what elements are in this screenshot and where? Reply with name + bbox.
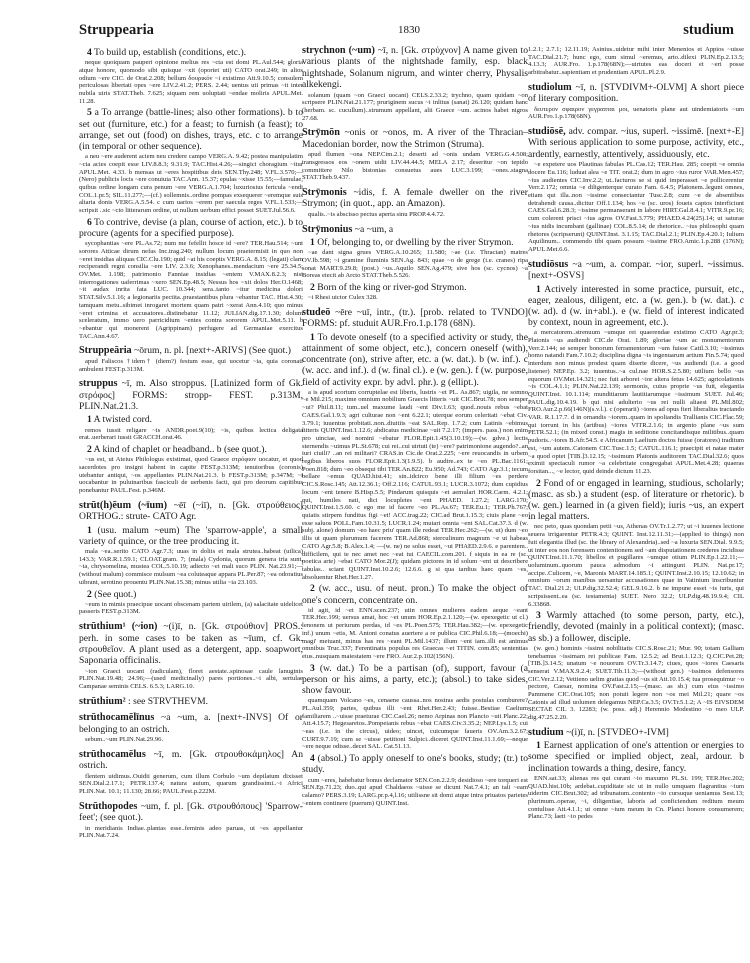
entry-definition: ~(i)ī, n. [Gk. στρούθιον] PROS.: perh. in some cases to be taken as ~īum, cf. Gk. στρουθεῖον. A plant used as a detergent, app. soapwort, Saponaria officinalis. (79, 621, 303, 667)
citation-block: δευτερον σφαιρον γεγραπται μοι, uenatoris plane aut uindemiatoris ~um AUR.Fro.1.p.178(68N). (528, 105, 744, 121)
headword: studium (528, 726, 564, 738)
dictionary-entry-head (79, 749, 303, 772)
dictionary-entry-head (302, 45, 528, 91)
headword: Strȳmonius (302, 223, 353, 235)
dictionary-entry-head (302, 127, 528, 150)
sense-definition (302, 237, 528, 248)
dictionary-entry-head (79, 378, 303, 412)
sense-number: 4 (310, 753, 315, 765)
citation-block: ~ion Graeci uocant (radiculam), floret aestate..spinosae caule lanuginis PLIN.Nat.19.48; 24.96;—(used medicinally) pares portiones..~i albi, sertulae Campanae seminis CELS. 6.5.3; LARG.10. (79, 667, 303, 691)
citation-block: a is apud scortum corruptelae est liberis, lustris ~et PL. As.867; uigila, ne somno ~e Mil.215; maxime omnium nobilium Graecis litteris ~uit CIC.Brut.78; non semper ~ui? Phil.8.11; tum..uel maxume laudi ~ent Div.1.63; quod..nouis rebus ~ebat CAES.Gal.1.9.3; agri culturae non ~ent 6.22.1; uterque eorum celeritati ~ebat Civ. 3.79.1; iuuentus probitati..non..diuitiis ~eat SAL.Rep. 1.7.2; cum Latinis ~ebimus litteris QUINT.Inst.1.12.6; abdicatus medicinae ~uit 7.2.17; (impers. pass.) non enim pro uinciae, sed nomini ~ebatur FLOR.Epit.1.45(3.10.19);—(w. gdve.) lectis sternendis ~uimus PL.St.678; cui rei..cui uirtuti (te) ~ere? patrimonione augendo?..an iuri ciuili? ..an rei militari? CRAS.in Cic.de Orat.2.225; ~ere reuocandis in urbem regibus liberos suos FLOR.Epit.1.3(1.9.5). b audire..ex te ~eo PL.Bac.1161; Poen.818; dum ~eo obsequi tibi TER.An.822; Eu.950; Ad.743; CATO Agr.3.1; tecum bellare ~emus QUAD.hist.41; sin..idcirco bene illi filium ~es perdere CIC.S.Rosc.145; Att.12.36.1; Off.2.116; CATUL.93.1; LUCR.3.1072; dum cupidius locum ~ent tenere B.Hisp.5.5; Pindarum quisquis ~et aemulari HOR.Carm. 4.2.1; qui, humiles nati, dici locupletes ~ent PHAED. 1.27.2; LARG.170; QUINT.Inst.1.5.60. c ego me id facere ~eo PL.As.67; TER.Eu.1; TER.Ph.767; quiatis stirpem funditus figi ~et! ACC.trag.22; CIC.ad Brut.1.15.3; ciuis plane ~eo esse saluos POLL.Fam.10.31.5; LUCR.1.24; mutari omnia ~ent SAL.Cat.37.3. d (w. subj. alone) domum ~eo haec priu' quam ille redeat TER.Hec.262;—(w. ut) dum ~eo illis ut quam plurumum facerem TER.Ad.868; sterculinum magnum ~e ut habeas CATO Agr.5.8; B.Alex.1.4; —(w. ne) ne solus esset, ~ui PHAED.2.9.6. e parentem.. difficilem, qui te nec amet nec ~eat tui CAECIL.com.201. f siquis in ea re (sc. poetica arte) ~ebat CATO Mor.2(J); quidam pictores in id solum ~ent ut describere tabulas.. sciant QUINT.Inst.10.2.6; 12.6.6. g si qua tardius haec quam ~es, absoluentur Rhet.Her.1.27. (302, 388, 528, 581)
dictionary-entry-head (302, 307, 528, 330)
entry-definition: ~idis, f. A female dweller on the river Strymon; (in quot., app. an Amazon). (302, 187, 528, 210)
sense-definition (79, 47, 303, 58)
citation-block: ENN.sat.33; alienas res qui curant ~io maxumo PL.St. 199; TER.Hec.202; QUAD.hist.10b; ardebat..cupiditate sic ut in nullo umquam flagrantius ~ium uiderim CIC.Brut.302; ad tribunatum..contento ~io cursuque ueniamus Sest.13; plurimum..operae, ~i, diligentiae, laboris ad conficiendum reditum meum contulisse Att.4.1.1; ut omne ~ium meum in Cn. Planci honore consumerem; Planc.73; laeti ~io pedes (528, 774, 744, 821)
headword: studiolum (528, 81, 572, 93)
dictionary-entry-head (79, 712, 303, 735)
dictionary-entry-head (302, 224, 528, 235)
citation-block: sebum..~um PLIN.Nat.29.96. (85, 736, 164, 744)
citation-block: apud flumen ~ona NEP.Cim.2.1; deserti ad ~onis undam VERG.G.4.508; transgressos eos ~onem uidit LIV.44.44.5; MELA 2.17; deseritur ~on tepido committere Nilo bistonias consuetus aues LUC.3.199; ~ones..stagna STAT.Theb.9.437. (302, 151, 528, 182)
running-head (79, 22, 734, 42)
sense-definition (79, 107, 303, 152)
citation-block: neque quoiquam pauperi opinione melius res ~cta est domi PL.Aul.544; gloria atque honore, quomodo sibi quisque ~xit (oportet uti) CATO orat.249; in alios odium ~ere CIC. de Orat.2.208; bellum δουρικόν ~i existimo Att.9.10.5; consulem periculosas libertati opes ~ere LIV.2.41.2; PERS. 2.44; uentus uti primas ~it inter nubila uiris STAT.Theb. 7.625; siquam rem uoluptati ~endae moliris APUL.Met. 11.28. (79, 59, 303, 105)
headword: Struppeāria (79, 345, 132, 357)
sense-definition (528, 610, 744, 644)
entry-definition: ~ōrum, n. pl. [next+-ARIVS] (See quot.) (134, 345, 291, 357)
sense-number: 6 (87, 216, 92, 228)
sense-number: 3 (536, 610, 541, 622)
sense-number: 1 (310, 236, 315, 248)
sense-text: Actively interested in some practice, pursuit, etc., eager, zealous, diligent, etc. a (w. gen.). b (w. dat.). c (w. ad). d (w. in+abl.). e (w. field of interest indicated by context, noun in agreement, etc.). (528, 283, 744, 329)
entry-definition: : see STRVTHEVM. (128, 695, 209, 707)
citation-block: ~eum in mimis praecipue uocant obscenam partem uirilem, (a) salacitate uidelicet passeris FEST.p.313M. (79, 600, 303, 616)
sense-text: (See quot.) (94, 588, 137, 600)
sense-number: 2 (536, 477, 541, 489)
dictionary-entry-head (528, 727, 744, 738)
headword: Strȳmonis (302, 187, 347, 199)
sense-number: 1 (87, 524, 92, 536)
sense-text: Of, belonging to, or dwelling by the river Strymon. (317, 236, 514, 248)
sense-number: 2 (310, 583, 315, 595)
sense-text: (absol.) To apply oneself to one's books, study; (tr.) to study. (302, 753, 528, 776)
sense-definition (79, 589, 303, 600)
sense-number: 2 (87, 588, 92, 600)
headword: Strūthopodes (79, 800, 138, 812)
dictionary-entry-head (79, 621, 303, 667)
headword: studiōsē, (528, 126, 566, 138)
citation-block: flentem uidimus..Ouidii generum, cum illum Corbulo ~um depilatum dixisset SEN.Dial.2.17.1; PETR.137.4; natura auium, quarum grandissimi..~i Africi PLIN.Nat. 10.1; 11.130; 28.66; PAUL.Fest.p.222M. (79, 772, 303, 795)
citation-block: (w. gen.) hominis ~issimi nobilitatis CIC.S.Rosc.21; Mur. 90; totam Galliam tenebamus ~issimam rei publicae Fam. 12.5.2; ad Brut.1.12.3; Q.CIC.Pet.28; [TIB.]3.14.5; unatum ~e nouorum OV.Tr.3.14.7; ciues, quos ~iores Caesaris senserat V.MAX.9.2.4; SUET.Tib.11.3;—(without gen.) ~issimos defensores CIC.Ver.2.12; Vettieno uelim gratias quod ~us sit Att.10.15.4; tua prosequimur ~o pectore, Caesar, nomina OV.Fast.2.15;—(masc. as sb.) cum eius ~issimo Pammene CIC.Orat.105; non potuit legere non ~os mei Mil.21; quare ~os Catonis ad illud uolumen delegamus NEP.Ca.3.5; OV.Tr.5.1.2; A ~IS EIVSDEM SECTAE CIL 3. 12283; (w. poss. adj.) Herennio Modestino ~o meo ULP. dig.47.25.2.20. (528, 644, 744, 722)
sense-definition (302, 282, 528, 293)
sense-text: (w. dat.) To be a partisan (of), support, favour (a person or his aims, a party, etc.); (absol.) to take sides, show favour. (302, 662, 528, 697)
sense-number: 3 (310, 662, 315, 674)
dictionary-entry-head (302, 187, 528, 210)
sense-text: (usu. malum ~eum) The 'sparrow-apple', a small variety of quince, or the tree producing it. (79, 524, 303, 547)
citation-block: solanum (quam ~on Graeci uocant) CELS.2.33.2; trychno, quam quidam ~on scripsere PLIN.Nat.21.177; pruriginem sucus ~i inlitus (sanat) 26.120; quidam hanc (herbam. sc. cucullum)..strumum appellant, alii Graece ~um. acinos habet nigros 27.68. (302, 91, 528, 122)
sense-text: a To arrange (battle-lines; also other formations). b to set out (furniture, etc.) for a feast; to furnish (a feast); to arrange, set out (food) on dishes, trays, etc. c to arrange (in temporal or other sequence). (79, 107, 303, 153)
headword: Strȳmōn (302, 127, 340, 139)
citation-block: apud Faliscos †idem† (diem?) festum esse, qui uocetur ~ia, quia coronati ambulent FEST.p.313M. (79, 357, 303, 373)
entry-definition: ~a ~um, a (354, 223, 394, 235)
citation-block: sycophantias ~ere PL.As.72; num me fefellit hosce id ~ere? TER.Hau.514; ~unt sorores Atticae dirum nefas Inc.trag.240; nullum locum praetermisit in quo non ~eret insidias aliquas CIC.Clu.190; quid ~at his coeptis VERG.A. 8.15; (legati) clam reciperandi regni consilia ~ere LIV. 2.3.6; Xenophanes..mendacium ~ere 25.34.5; OV.Met. 1.198; patrimonio Fanniae insidias ~entem V.MAX.8.2.3; nisi interrogationes uaferrimas ~xero SEN.Ep.48.5; Nessus hos ~xit dolos Her.O.1468; ~it audax inrita fata LUC. 10.344; sera..tanto ~itur medicina dolori STAT.Silv.5.1.16; a legionariis pectita..praestantibus plura ~ebantur TAC. Hist.4.30; tamquam metu..sibimet inrogaret mortem quam patri ~xerat Ann.4.10; quo minus ~eret crimina et accusatores..distinebatur 11.12; JULIAN.dig.17.1.30; dolum sceleratum, immo uero parricidium ~entes contra sororem APUL.Met.5.11. b ~ebantur qui monerent (Agrippinam) perfugere ad Germaniae exercitus TAC.Ann.4.67. (79, 240, 303, 340)
headword: strūthocamēlīnus (79, 712, 155, 724)
entry-definition: ~ī, n. [STVDIVM+-OLVM] A short piece of literary composition. (528, 81, 744, 105)
page-number: 1830 (398, 24, 420, 36)
sense-definition (528, 478, 744, 523)
citation-block: ~us est, ut Ateius Philologus existimat, quod Graece στρόφιον uocatur, et quod sacerdotes pro insigni habent in capite FEST.p.313M; tenuioribus (coronis) utebantur antiqui, ~os appellantes PLIN.Nat.21.3. b FEST.p.313M; p.347M; ~i uocabantur in puluinaribus fasciculi de uerbenis facti, qui pro deorum capitibus ponebantur PAUL.Fest. p.346M. (79, 456, 303, 495)
sense-definition (79, 525, 303, 547)
dictionary-entry-head (79, 345, 303, 356)
sense-definition (302, 583, 528, 605)
headword: struppus (79, 378, 118, 390)
sense-number: 1 (87, 414, 92, 426)
citation-block: remos iussit religare ~is ANDR.poet.9(10); ~is, quibus lectica deligata erat..uerberari iussit GRACCH.orat.46. (79, 426, 303, 442)
entry-definition: ~(i)ī, n. [STVDEO+-IVM] (566, 726, 669, 738)
citation-block: in meridianis Indiae..plantas esse..feminis adeo paruas, ut ~es appellantur PLIN.Nat.7.24. (79, 824, 303, 840)
citation-block: a mercatorem..strenuum ~umque rei quaerendae existimo CATO Agr.pr.3; Platonis ~us audiendi CIC.de Orat. 1.89; gloriae ~um ac monumentorum Verr.2.144; se semper bonorum ferramentorum ~um fuisse Catil.3.10; ~issimus homo natandi Fam.7.10.2; disciplina digna ~is ingenuarum artium Fin.5.74; quod interdum non minus prodest quam diserte dicere, ~us audiendi (i.e. a good listener) NEP.Ep. 3.2; iuuentus..~a cul.nae HOR.S.2.5.80; utilium bello ~us equorum OV.Met.14.321; nec fuit arborei ~ior altera fetus 14.625; agricolationis ~is COL.4.1.1; PLIN.Nat.22.139; sermonis, cuius proprie ~us fuit, elegantia QUINT.Inst. 10.1.114; munditiarum lautitiarumque ~issimum SUET. Jul.46; PAUL.dig.10.4.19. b qui nisi adulterio ~us rei nulli aliaest PL.Mil.802; FRO.Aur.2.p.66(146N)(s.v.l.). c (operarii) ~iores ad opus fieri liberalius tractando VAR. R.1.17.7. d in ornandis ~iorem..quam in spoliandis Trallianis CIC.Flac.59; qui torrunt in his (artibus) ~iores VITR.2.1.6; in argento plane ~us sum PETR.52.1; (in mixed const.) magis in seditione concitandisque militibus..quam pudoris..~iores B.Afr.54.5. e Africanum Laelium doctos fuisse (oratores) traditum est, ~um autem..Catonem CIC.Tusc.1.5; CATUL.116.1; praecipit et natae mater ~a quod optet [TIB.]3.12.15; ~issimum Platonis auditorem TAC.Dial.32.6; quos eximii spectaculi rumor ~a celebritate congregabat APUL.Met.4.28; quaeras forsitan..., ~e lector, quid deinde dictum 11.23. (528, 329, 744, 475)
entry-definition: ~um, f. pl. [Gk. στρουθόπους] 'Sparrow-feet'; (see quot.). (79, 800, 303, 824)
citation-block: ~i Rhesi uictor Culex 328. (308, 294, 378, 302)
sense-number: 1 (310, 331, 315, 343)
sense-text: Warmly attached (to some person, party, etc.), friendly, devoted (mainly in a political context); (masc. as sb.) a follower, disciple. (528, 610, 744, 644)
sense-number: 1 (536, 740, 541, 752)
sense-text: A twisted cord. (93, 414, 153, 426)
sense-definition (79, 414, 303, 425)
citation-block: a neu ~ere auderent aciem neu credere campo VERG.A. 9.42; postea manipulatim ~cta acies coepit esse LIV.8.8.3; 9.31.9; TAC.Hist.4.26;—singici choragium ~itur APUL.Met. 4.33. b mensas ut ~eres hospitibus deis SEN.Thy.248; V.FL.3.570;—(Nero) publicis locis ~ere conuiuia TAC.Ann. 15.37; epulas ~xisse 15.55;—famulae, quibus ordine longam cura penum ~ere VERG.A.1.704; luxuriosius fericula ~endi COL.1.pr.5; SIL.11.277;—(cf.) sollemnis..ordine pompas exsequerer ~eremque suis altaria donis VERG.A.5.54. c cum uarios ~erem per saecula reges V.FL.1.533;—scripsit ..sic ~cto litterarum ordine, ut nullum uerbum effici posset SUET.Jul.56.6. (79, 153, 303, 215)
sense-definition (79, 444, 303, 455)
column-right (528, 45, 744, 823)
entry-definition: adv. compar. ~ius, superl. ~issimē. [next+-E] With serious application to some purpose, activity, etc., ardently, earnestly, attentively, assiduously, etc. (528, 126, 744, 160)
column-left (79, 45, 303, 842)
sense-text: A kind of chaplet or headband.. b (see quot.). (93, 444, 267, 456)
headword: strychnon (~um) (302, 45, 375, 56)
sense-text: To devote oneself (to a specified activity or study, the attainment of some object, etc.), concern oneself (with), concentrate (on), strive after, etc. a (w. dat.). b (w. inf.). c (w. acc. and inf.). d (w. final cl.). e (w. gen.). f (w. purpose, field of activity expr. by advl. phr.). g (ellipt.). (302, 331, 528, 388)
dictionary-entry-head (79, 696, 303, 707)
dictionary-entry-head (79, 500, 303, 523)
left-guide-word: Struppearia (79, 22, 154, 38)
sense-definition (302, 332, 528, 388)
sense-number: 5 (87, 107, 92, 119)
dictionary-entry-head (79, 801, 303, 824)
dictionary-entry-head (528, 82, 744, 105)
sense-number: 1 (536, 283, 541, 295)
sense-definition (79, 217, 303, 239)
citation-block: qualis..~is abscisso pectus aperta sinu PROP.4.4.72. (308, 210, 445, 218)
sense-number: 2 (310, 282, 315, 293)
dictionary-entry-head (528, 126, 744, 160)
sense-definition (302, 753, 528, 775)
entry-definition: ~a ~um, a. [next+-INVS] Of or belonging to an ostrich. (79, 712, 303, 735)
entry-definition: ~ēre ~uī, intr., (tr.). [prob. related to TVNDO] FORMS: pf. studuit AUR.Fro.1.p.178 (68N). (302, 306, 528, 330)
citation-block: cum ~eres, habebatur bonus declamator SEN.Con.2.2.9; desidioso ~ere torqueri est SEN.Ep.71.23; duo..qui apud Chaldaeos ~uisse se dicunt Nat.7.4.1; an tali ~eam calamo? PERS.3.19; LARG.pr.p.4,l.16; utilissne sit domi atque intra priuatos parietes ~entem continere (puerum) QUINT.Inst. (302, 776, 528, 807)
entry-definition: ~ēī (~iī), n. [Gk. στρούθειος] ORTHOG.: strute- CATO Agr. (79, 499, 303, 523)
citation-block: mala ~ea..serito CATO Agr.7.3; uuas in doliis et mala strutea..habeat (uilica) 143.3; VAR.R.1.59.1; CLOAT.gram. 7; (mala) Cydonia, quorum genera tria sunt, ~ia, chrysomelina, mustea COL.5.10.19; adiecto ~ei mali suco PLIN. Nat.23.91;—(without malum) commisce mulsum ~ea coluteaque appara PL.Per.87; ~ea odoratius uibrant, serotino prouentu PLIN.Nat.15.38; minus utilia ~ia 23.103. (79, 547, 303, 586)
citation-block: id agit, id ~et ENN.scen.237; utin omnes mulieres eadem aeque ~eant TER.Hec.199; uersus amat, hoc ~et unum HOR.Ep.2.1.120;—(w. epexegetic ut cl.) lenonem ut periurum perdas, id ~es PL.Poen.575; TER.Hau.382;—(w. epexegetic inf.) unum ~etis, M. Antoni conatus auertere a re publica CIC.Phil.6.18;—(moechi) magi' metuant, minus has res ~eant PL.Mil.1437; illum ~ent iam..illi est animus omnibus Truc.337; Ferentinatis populus res Graecas ~et TITIN. com.85; sententias eius..nusquam maiestatem ~ere FRO. Aur.2.p.102(156N). (302, 606, 528, 660)
sense-definition (302, 663, 528, 697)
dictionary-entry-head (528, 259, 744, 282)
sense-definition (528, 740, 744, 774)
headword: strūthium¹ (~ion) (79, 621, 158, 633)
citation-block: 1.2.1; 2.7.1; 12.11.19; Asinius..uidetur mihi inter Menenios et Appios ~uisse TAC.Dial.21.7; hunc ego, cum simul ~eremus, arto..dilexi PLIN.Ep.2.13.5; 4.13.3; AUR.Fro. 1.p.178(68N);—uirtutes eas doceri et ~eri posse arbitrabatur..sapientiam et prudentiam APUL.Pl.2.9. (528, 46, 744, 77)
citation-block: quamquam Volcano ~es, cenaene caussa..nos nostras aedis postulas comburere? PL.Aul.359; partes, quibus illi ~ent Rhet.Her.2.43; fuisse..Bestiae Caelium familiarem ..~uisse praeturae CIC.Cael.26; nemo Arpinas non Plancio ~uit Planc.22; Att.4.15.7; Hegesaretos..Pompeianis rebus ~ebat CAES.Civ.3.35.2; NEP.Lys.1.5; cui ~eas (i.e. in the circus), uideo; uincet, cuicumque faueris OV.Am.3.2.67; CURT.9.7.19; cum se ~uisse petitioni Sulpici..diceret QUINT.Inst.11.1.69;—neque ~ere neque odisse..decet SAL. Cat.51.13. (302, 697, 528, 751)
citation-block: ~ae dant signa grues VERG.A.10.265; 11.580; ~ae (i.e. Thracian) matres OV.Ib.598; ~i gramine fluminis SEN.Ag. 843; quae ~o de grege (i.e. cranes) ripa sonat MART.9.29.8; (post.) ~us..Aquilo SEN.Ag.479; sive hos (sc. cycnos) ~a Boreas eiecit ab Arcto STAT.Theb.5.526. (302, 249, 528, 280)
right-guide-word: studium (683, 22, 734, 38)
column-middle (302, 45, 528, 809)
sense-text: Earnest application of one's attention or energies to some specified or implied object, zeal, ardour. b inclination towards a thing, desire, fancy. (528, 740, 744, 774)
headword: studiōsus (528, 258, 569, 270)
sense-text: Born of the king or river-god Strymon. (317, 282, 467, 293)
headword: strūthocamēlus (79, 748, 146, 760)
entry-definition: ~onis or ~onos, m. A river of the Thracian–Macedonian border, now the Strimon (Struma). (302, 127, 528, 150)
sense-text: To build up, establish (conditions, etc.). (94, 47, 247, 58)
citation-block: ~e expetere uos Plautinas fabulas PL.Cas.12; TER.Hau. 285; coepit ~e omnia docere Eu.116; luduat alea ~e TIT. orat.2; dum in agro ~ius ruror VAR.Men.457; ~ius audientes CIC.Inv.2.2; ut..facturos se si quid imperasset ~e pollicerentur Verr.2.172; omnia ~e diligenterque curato Fam. 6.4.5; Platonem..legunt omnes, etiam qui illa..non ~issime consectantur Tusc.2.8; cum ~e de absentibus detrahendi causa..dicitur Off.1.134; hos ~e (sc. uros) foueis captos interficiunt CAES.Gal.6.28.3; ~issime permanserant in labore HIRT.Gal.8.4.1; VITR.9.pr.16; cum colerent prisci ~ius agros OV.Fast.3.779; PHAED.4.24(25).14; ut saturae ~ius nidis incumbant (gallinae) COL.8.5.14; de rhetorice.. ~ius philosophi quam rhetores (scripserunt) QUINT.Inst. 3.1.15; TAC.Dial.2.1; PLIN.Ep.4.20.1; Iulium Aquilinum.. commendo tibi quam possum ~issime FRO.Amic.1.p.288 (176N); APUL.Met.6.6. (528, 161, 744, 253)
sense-text: (w. acc., usu. of neut. pron.) To make the object of one's concern, concentrate on. (302, 583, 528, 606)
entry-definition: ~ī, m. [Gk. στρουθοκάμηλος] An ostrich. (79, 748, 303, 772)
headword: strūthium² (79, 695, 126, 707)
sense-text: To contrive, devise (a plan, course of action, etc.). b to procure (agents for a specified purpose). (79, 216, 304, 240)
sense-definition (528, 284, 744, 329)
headword: studeō (302, 306, 331, 318)
entry-definition: ~ī, m. Also stroppus. [Latinized form of Gk. στρόφος] FORMS: stropp- FEST. p.313M, PLIN.Nat.21.3. (79, 378, 303, 413)
entry-definition: ~a ~um, a. compar. ~ior, superl. ~issimus. [next+-OSVS] (528, 258, 744, 282)
sense-number: 4 (87, 47, 92, 58)
headword: strūt(h)ēum (~īum) (79, 499, 168, 511)
entry-definition: ~ī, n. [Gk. στρύχνον] A name given to various plants of the nightshade family, esp. black nightshade, Solanum nigrum, and winter cherry, Physalis alkekengi. (302, 45, 529, 91)
sense-number: 2 (87, 444, 92, 456)
sense-text: Fond of or engaged in learning, studious, scholarly; (masc. as sb.) a student (esp. of literature or rhetoric). b (w. gen.) learned in (a given field); iuris ~us, an expert in legal matters. (528, 477, 744, 523)
citation-block: nec peto, quas quondam petii ~us, Athenas OV.Tr.1.2.77; ut ~i iuuenes lectione seuera irrigarentur PETR.4.3; QUINT. Inst.12.11.31;—(applied to things) non fuit elegantia illud (sc. the library of Alexandria)..sed ~a luxuria SEN.Dial. 9.9.5; ut inter eos non forensem contentionem sed ~am disputationem crederes incidisse QUINT.Inst.11.1.70; libellos et pugillares ~umque otium PLIN.Ep.1.22.11;— uoluminum..quorum pauca admodum ~i attingunt PLIN. Nat.pr.17; accipe..Culicem, ~e, Maronis MART.14.185.1; QUINT.Inst.2.10.15; 12.10.62; in omnium ~orum manibus uersantur accusationes quae in Vatinium inscribuntur TAC. Dial.21.2; ULP.dig.32.52.4; GEL.9.16.2. b ne impune esset ~is iuris, qui scripsissent..ea (sc. testamenta) SUET. Nero 32.2; ULP.dig.48.19.9.4; CIL 6.33868. (528, 523, 744, 608)
